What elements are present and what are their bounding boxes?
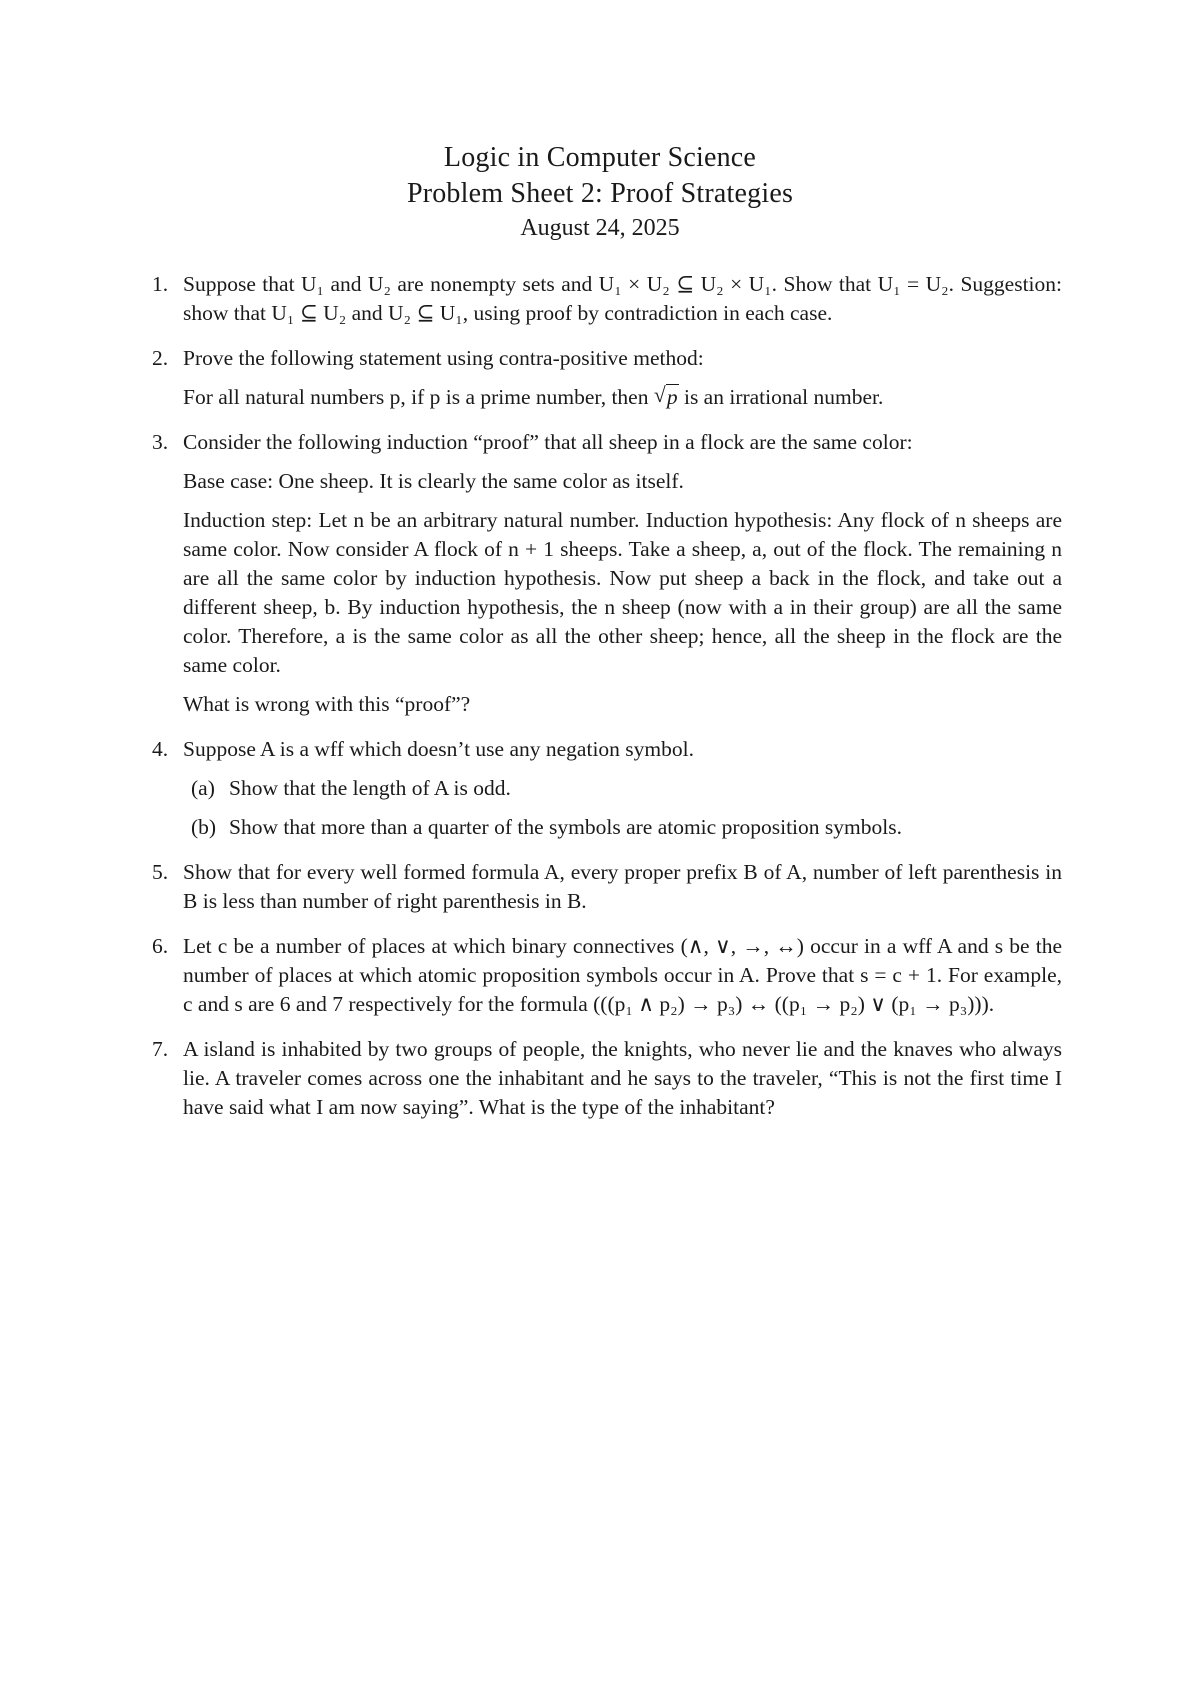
problem-number: 2. [152,346,169,370]
problem-number: 6. [152,934,169,958]
sheet-title: Problem Sheet 2: Proof Strategies [406,178,794,209]
course-title: Logic in Computer Science [443,142,757,173]
problem-number: 5. [152,860,169,884]
problem-text: Consider the following induction “proof” that all sheep in a flock are the same color: [183,430,913,454]
question-text: What is wrong with this “proof”? [183,692,471,716]
problem-6 [152,932,1062,1019]
problem-text: A island is inhabited by two groups of people, the knights, who never lie and the knaves who always lie. A traveler comes across one the inhabitant and he says to the traveler, “This is not the first time I have said what I am now saying”. What is the type of the inhabitant? [183,1037,1062,1119]
problem-text: Show that for every well formed formula A, every proper prefix B of A, number of left parenthesis in B is less than number of right parenthesis in B. [183,860,1062,913]
problem-7 [152,1035,1062,1122]
subitem-b [183,813,1062,842]
problem-2 [152,344,1062,412]
square-root-symbol [654,383,679,412]
subitem-text: Show that the length of A is odd. [229,776,511,800]
problem-3 [152,428,1062,719]
subitem-label: (a) [191,776,215,800]
problem-list [152,270,1062,1138]
base-case-text: Base case: One sheep. It is clearly the same color as itself. [183,469,684,493]
statement-part: is an irrational number. [678,385,884,409]
problem-4 [152,735,1062,842]
subitem-label: (b) [191,815,217,839]
problem-number: 3. [152,430,169,454]
problem-number: 7. [152,1037,169,1061]
problem-number: 4. [152,737,169,761]
problem-text: Suppose A is a wff which doesn’t use any negation symbol. [183,737,694,761]
problem-5 [152,858,1062,916]
title-block [0,140,1200,244]
problem-text: Let c be a number of places at which binary connectives (∧, ∨, →, ↔) occur in a wff A and s be the number of places at which atomic proposition symbols occur in A. Prove that s = c + 1. For example, c and s are 6 and 7 respectively for the formula (((p₁ ∧ p₂) → p₃) ↔ ((p₁ → p₂) ∨ (p₁ → p₃))). [183,934,1062,1016]
problem-text: Prove the following statement using contra-positive method: [183,346,704,370]
statement-part: For all natural numbers p, if p is a prime number, then [183,385,654,409]
problem-text: Suppose that U₁ and U₂ are nonempty sets and U₁ × U₂ ⊆ U₂ × U₁. Show that U₁ = U₂. Suggestion: show that U₁ ⊆ U₂ and U₂ ⊆ U₁, using proof by contradiction in each case. [183,272,1062,325]
subitem-text: Show that more than a quarter of the symbols are atomic proposition symbols. [229,815,902,839]
problem-number: 1. [152,272,169,296]
problem-1 [152,270,1062,328]
sheet-date: August 24, 2025 [520,215,680,241]
sqrt-argument: p [666,385,678,409]
induction-step-text: Induction step: Let n be an arbitrary natural number. Induction hypothesis: Any flock of n sheeps are same color. Now consider A flock of n + 1 sheeps. Take a sheep, a, out of the flock. The remaining n are all the same color by induction hypothesis. Now put sheep a back in the flock, and take out a different sheep, b. By induction hypothesis, the n sheep (now with a in their group) are all the same color. Therefore, a is the same color as all the other sheep; hence, all the sheep in the flock are the same color. [183,508,1062,677]
subitem-a [183,774,1062,803]
problem-statement [183,383,1062,412]
